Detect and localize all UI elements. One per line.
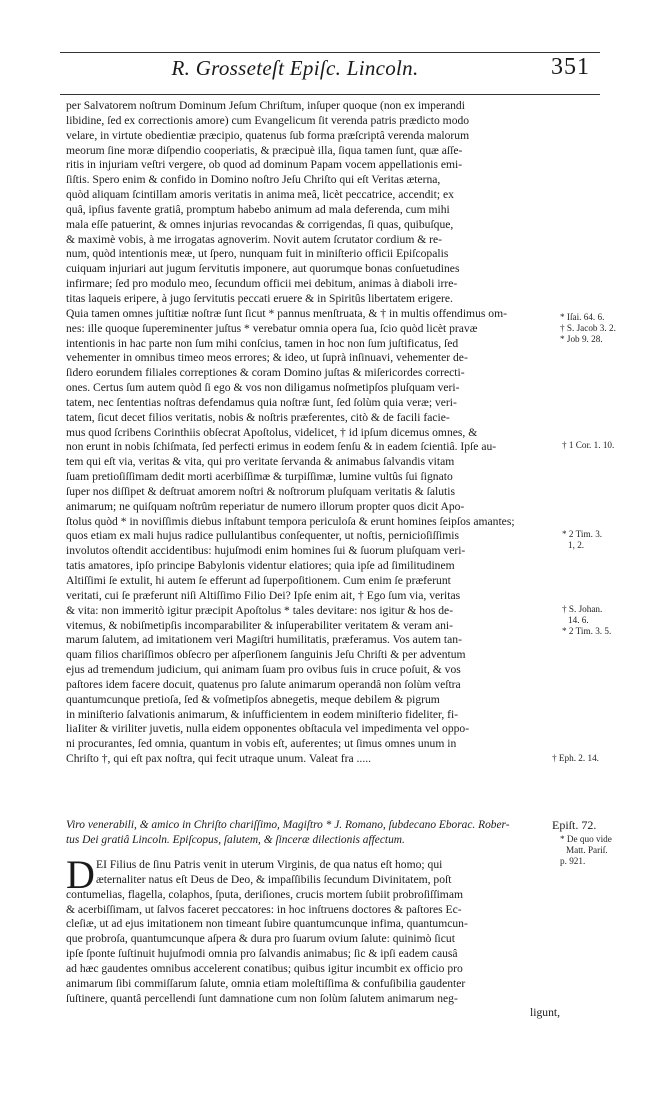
text-line: quòd aliquam ſcintillam amoris veritatis in anima meâ, licèt peccatrice, accendit; ex bbox=[66, 188, 454, 202]
epistle-number: Epiſt. 72. bbox=[552, 818, 597, 832]
text-line: titas laqueis eripere, à jugo ſervitutis peccati eruere & in Spiritûs libertatem erigere. bbox=[66, 291, 453, 305]
text-line: in miniſterio ſalvationis animarum, & inſufficientem in eodem miniſterio fideliter, fi- bbox=[66, 707, 459, 721]
margin-note-line: * 2 Tim. 3. 5. bbox=[562, 626, 612, 636]
text-line: & vita: non immeritò igitur præcipit Apoſtolus * tales devitare: nos igitur & hos de- bbox=[66, 603, 454, 617]
margin-note-timothy-1 bbox=[562, 529, 602, 551]
margin-note-corinthians bbox=[562, 440, 614, 451]
page-number: 351 bbox=[551, 54, 590, 80]
letter-text-line: ipſe ſponte ſuſtinuit hujuſmodi omnia pro ſalvandis animabus; ſic & ipſi eadem causâ bbox=[66, 947, 458, 961]
margin-note-line: * De quo vide bbox=[560, 834, 612, 844]
text-line: ſidero eorundem filiales correptiones & coram Domino juſtas & miſericordes correcti- bbox=[66, 366, 465, 380]
text-line: intentionis in hac parte non ſum mihi conſcius, tamen in hoc non ſum juſtificatus, ſed bbox=[66, 336, 459, 350]
text-line: velare, in virtute obedientiæ præcipio, quatenus ſub forma præſcriptâ verenda malorum bbox=[66, 128, 470, 142]
letter-text-line: æternaliter natus eſt Deus de Deo, & impaſſibilis ſecundum Divinitatem, poſt bbox=[96, 872, 452, 886]
text-line: paſtores idem facere docuit, quatenus pro ſalute animarum operandâ non ſolùm veſtra bbox=[66, 677, 461, 691]
text-line: ritis in injuriam veſtri vergere, ob quod ad dominum Papam vocem appellationis emi- bbox=[66, 158, 463, 172]
text-line: marum ſalutem, ad imitationem veri Magiſtri humilitatis, præferamus. Vos autem tan- bbox=[66, 633, 462, 647]
text-line: libidine, ſed ex correctionis amore) cum Evangelicum ſit verenda patris prædicto modo bbox=[66, 113, 470, 127]
text-line: ſuam pretioſiſſimam dedit morti acerbiſſimæ & turpiſſimæ, lumine vultûs ſui ſignato bbox=[66, 470, 453, 484]
text-line: ejus ad tremendum judicium, qui animam ſuam pro ovibus ſuis in cruce poſuit, & vos bbox=[66, 663, 461, 677]
margin-note-line: Matt. Pariſ. bbox=[566, 845, 608, 855]
running-head bbox=[60, 50, 590, 94]
letter-text-line: contumelias, flagella, colaphos, ſputa, deriſiones, crucis mortem ſubiit probroſiſſimam bbox=[66, 887, 463, 901]
margin-note-john-timothy bbox=[562, 604, 611, 637]
letter-text-line: ligunt, bbox=[530, 1006, 560, 1020]
letter-text-line: EI Filius de ſinu Patris venit in uterum Virginis, de qua natus eſt homo; qui bbox=[96, 858, 443, 871]
text-line: cuiquam injuriari aut jugum ſervitutis imponere, aut quorumque bonas conſuetudines bbox=[66, 262, 460, 276]
text-line: Chriſto †, qui eſt pax noſtra, qui fecit utraque unum. Valeat fra ..... bbox=[66, 752, 372, 766]
margin-note-ephesians bbox=[552, 753, 599, 764]
text-line: quos etiam ex mali hujus radice pullulantibus conſequenter, ut noſtis, pernicioſiſſimis bbox=[66, 529, 460, 543]
letter-text-line: animarum ſibi commiſſarum ſalute, omnia etiam moleſtiſſima & confuſibilia gaudenter bbox=[66, 976, 466, 990]
margin-note-matthew-paris bbox=[560, 834, 612, 867]
text-line: quam filios chariſſimos obſecro per aſperſionem ſanguinis Jeſu Chriſti & per adventum bbox=[66, 648, 466, 662]
text-line: ni procurantes, ſed omnia, quantum in vobis eſt, auferentes; ut ſimus omnes unum in bbox=[66, 737, 457, 751]
text-line: Altiſſimi ſe extulit, hi autem ſe efferunt ad ſuperpoſitionem. Cum enim ſe præferunt bbox=[66, 574, 451, 587]
text-line: tatis amatores, ipſo principe Babylonis videntur elatiores; quia ipſe ad ſimilitudinem bbox=[66, 559, 455, 573]
text-line: ſtolus quòd * in noviſſimis diebus inſtabunt tempora periculoſa & erunt homines ſeipſos amantes; bbox=[66, 514, 515, 528]
text-line: involutos oſtendit accidentibus: hujuſmodi enim homines ſui & ſuorum pluſquam veri- bbox=[66, 544, 466, 558]
text-line: tem qui eſt via, veritas & vita, qui pro veritate ſervanda & animabus ſalvandis vitam bbox=[66, 455, 455, 469]
text-line: mus quod ſcribens Corinthiis obſecrat Apoſtolus, videlicet, † id ipſum dicemus omnes, & bbox=[66, 425, 478, 439]
margin-note-line: p. 921. bbox=[560, 856, 586, 866]
text-line: Quia tamen omnes juſtitiæ noſtræ ſunt ſicut * pannus menſtruata, & † in multis offendimus om- bbox=[66, 306, 507, 320]
text-line: infirmare; ſed pro modulo meo, ſecundum officii mei debitum, animas à diaboli irre- bbox=[66, 277, 458, 291]
page-header-title: R. Grosseteſt Epiſc. Lincoln. bbox=[171, 56, 419, 80]
margin-note-line: 14. 6. bbox=[568, 615, 589, 625]
text-line: per Salvatorem noſtrum Dominum Jeſum Chriſtum, inſuper quoque (non ex imperandi bbox=[66, 99, 465, 112]
margin-note-line: * Iſai. 64. 6. bbox=[560, 312, 605, 322]
text-line: liaIiter & viriliter juvetis, nulla eidem opponentes obſtacula vel impedimenta vel oppo- bbox=[66, 722, 470, 736]
text-line: non erunt in nobis ſchiſmata, ſed perfecti erimus in eodem ſenſu & in eadem ſcientiâ. Ipſe au- bbox=[66, 440, 497, 454]
margin-note-line: † S. Johan. bbox=[562, 604, 603, 614]
letter-text-line: & acerbiſſimam, ut ſalvos faceret peccatores: in hoc inſtruens doctores & paſtores Ec- bbox=[66, 902, 462, 916]
text-line: vitemus, & nobiſmetipſis incomparabiliter & inſuperabiliter veritatem & veram ani- bbox=[66, 618, 453, 632]
main-text-block bbox=[66, 99, 560, 767]
text-line: ones. Certus ſum autem quòd ſi ego & vos non diligamus noſmetipſos pluſquam veri- bbox=[66, 381, 460, 395]
text-line: tatem, ſicut decet filios veritatis, nobis & noſtris præferentes, citò & de facili facie- bbox=[66, 410, 450, 424]
letter-text-line: que probroſa, quantumcunque aſpera & dura pro ſuarum ovium ſalute: quinimò ſicut bbox=[66, 932, 455, 946]
letter-text-line: ſuſtinere, quantâ percellendi ſunt damnatione cum non ſolùm ſalutem animarum neg- bbox=[66, 991, 458, 1005]
text-line: quâ, ipſius favente gratiâ, promptum habebo animum ad mala deferenda, cum mihi bbox=[66, 202, 450, 216]
margin-note-line: * Job 9. 28. bbox=[560, 334, 603, 344]
letter-heading-line: Viro venerabili, & amico in Chriſto chariſſimo, Magiſtro * J. Romano, ſubdecano Eborac. Rober- bbox=[66, 819, 510, 831]
text-line: num, quòd intentionis meæ, ut ſpero, nunquam fuit in miniſterio officii Epiſcopalis bbox=[66, 247, 449, 261]
drop-cap: D bbox=[66, 852, 95, 897]
margin-note-line: 1, 2. bbox=[568, 540, 585, 550]
letter-text-line: cleſiæ, ut ad ejus imitationem non timeant ſubire quantumcunque infima, quantumcun- bbox=[66, 917, 468, 931]
text-line: quantumcunque pretioſa, ſed & voſmetipſos abnegetis, meque debilem & pigrum bbox=[66, 692, 440, 706]
text-line: animarum; ne quiſquam noſtrûm reperiatur de numero illorum propter quos dicit Apo- bbox=[66, 499, 465, 513]
text-line: tatem, nec ſententias noſtras defendamus quia noſtræ ſunt, ſed ſolùm quia veræ; veri- bbox=[66, 395, 457, 409]
header-underline bbox=[60, 94, 600, 95]
text-line: ſuper nos diſſipet & deſtruat amorem noſtri & noſtrorum pluſquam veritatis & ſalutis bbox=[66, 484, 455, 498]
margin-note-line: † 1 Cor. 1. 10. bbox=[562, 440, 615, 450]
text-line: veritati, cui ſe præferunt niſi Altiſſimo Filio Dei? Ipſe enim ait, † Ego ſum via, veritas bbox=[66, 588, 461, 602]
letter-text-line: ad hæc gaudentes omnibus accelerent conatibus; quibus igitur incumbit ex officio pro bbox=[66, 961, 463, 975]
letter-body bbox=[66, 858, 560, 1021]
text-line: & maximè vobis, à me irrogatas agnoverim. Novit autem ſcrutator cordium & re- bbox=[66, 232, 443, 246]
text-line: vehementer in omnibus timeo meos errores; & ideo, ut ſuprà inſinuavi, vehementer de- bbox=[66, 351, 468, 365]
margin-note-line: † S. Jacob 3. 2. bbox=[560, 323, 616, 333]
margin-note-line: † Eph. 2. 14. bbox=[552, 753, 599, 763]
margin-note-line: * 2 Tim. 3. bbox=[562, 529, 603, 539]
margin-note-isaiah-james-job bbox=[560, 312, 616, 345]
letter-heading bbox=[66, 818, 536, 848]
letter-heading-line: tus Dei gratiâ Lincoln. Epiſcopus, ſalutem, & ſinceræ dilectionis affectum. bbox=[66, 834, 405, 846]
text-line: meorum ſine moræ diſpendio cooperiatis, & præcipuè illa, ſiqua tamen ſunt, quæ aſſe- bbox=[66, 143, 463, 157]
text-line: ſiſtis. Spero enim & confido in Domino noſtro Jeſu Chriſto qui eſt Veritas æterna, bbox=[66, 173, 441, 187]
text-line: nes: ille quoque ſupereminenter juſtus * verebatur omnia opera ſua, ſcio quòd licèt pravæ bbox=[66, 321, 478, 335]
text-line: mala eſſe patuerint, & omnes injurias revocandas & corrigendas, ſi quas, quibuſque, bbox=[66, 217, 454, 231]
